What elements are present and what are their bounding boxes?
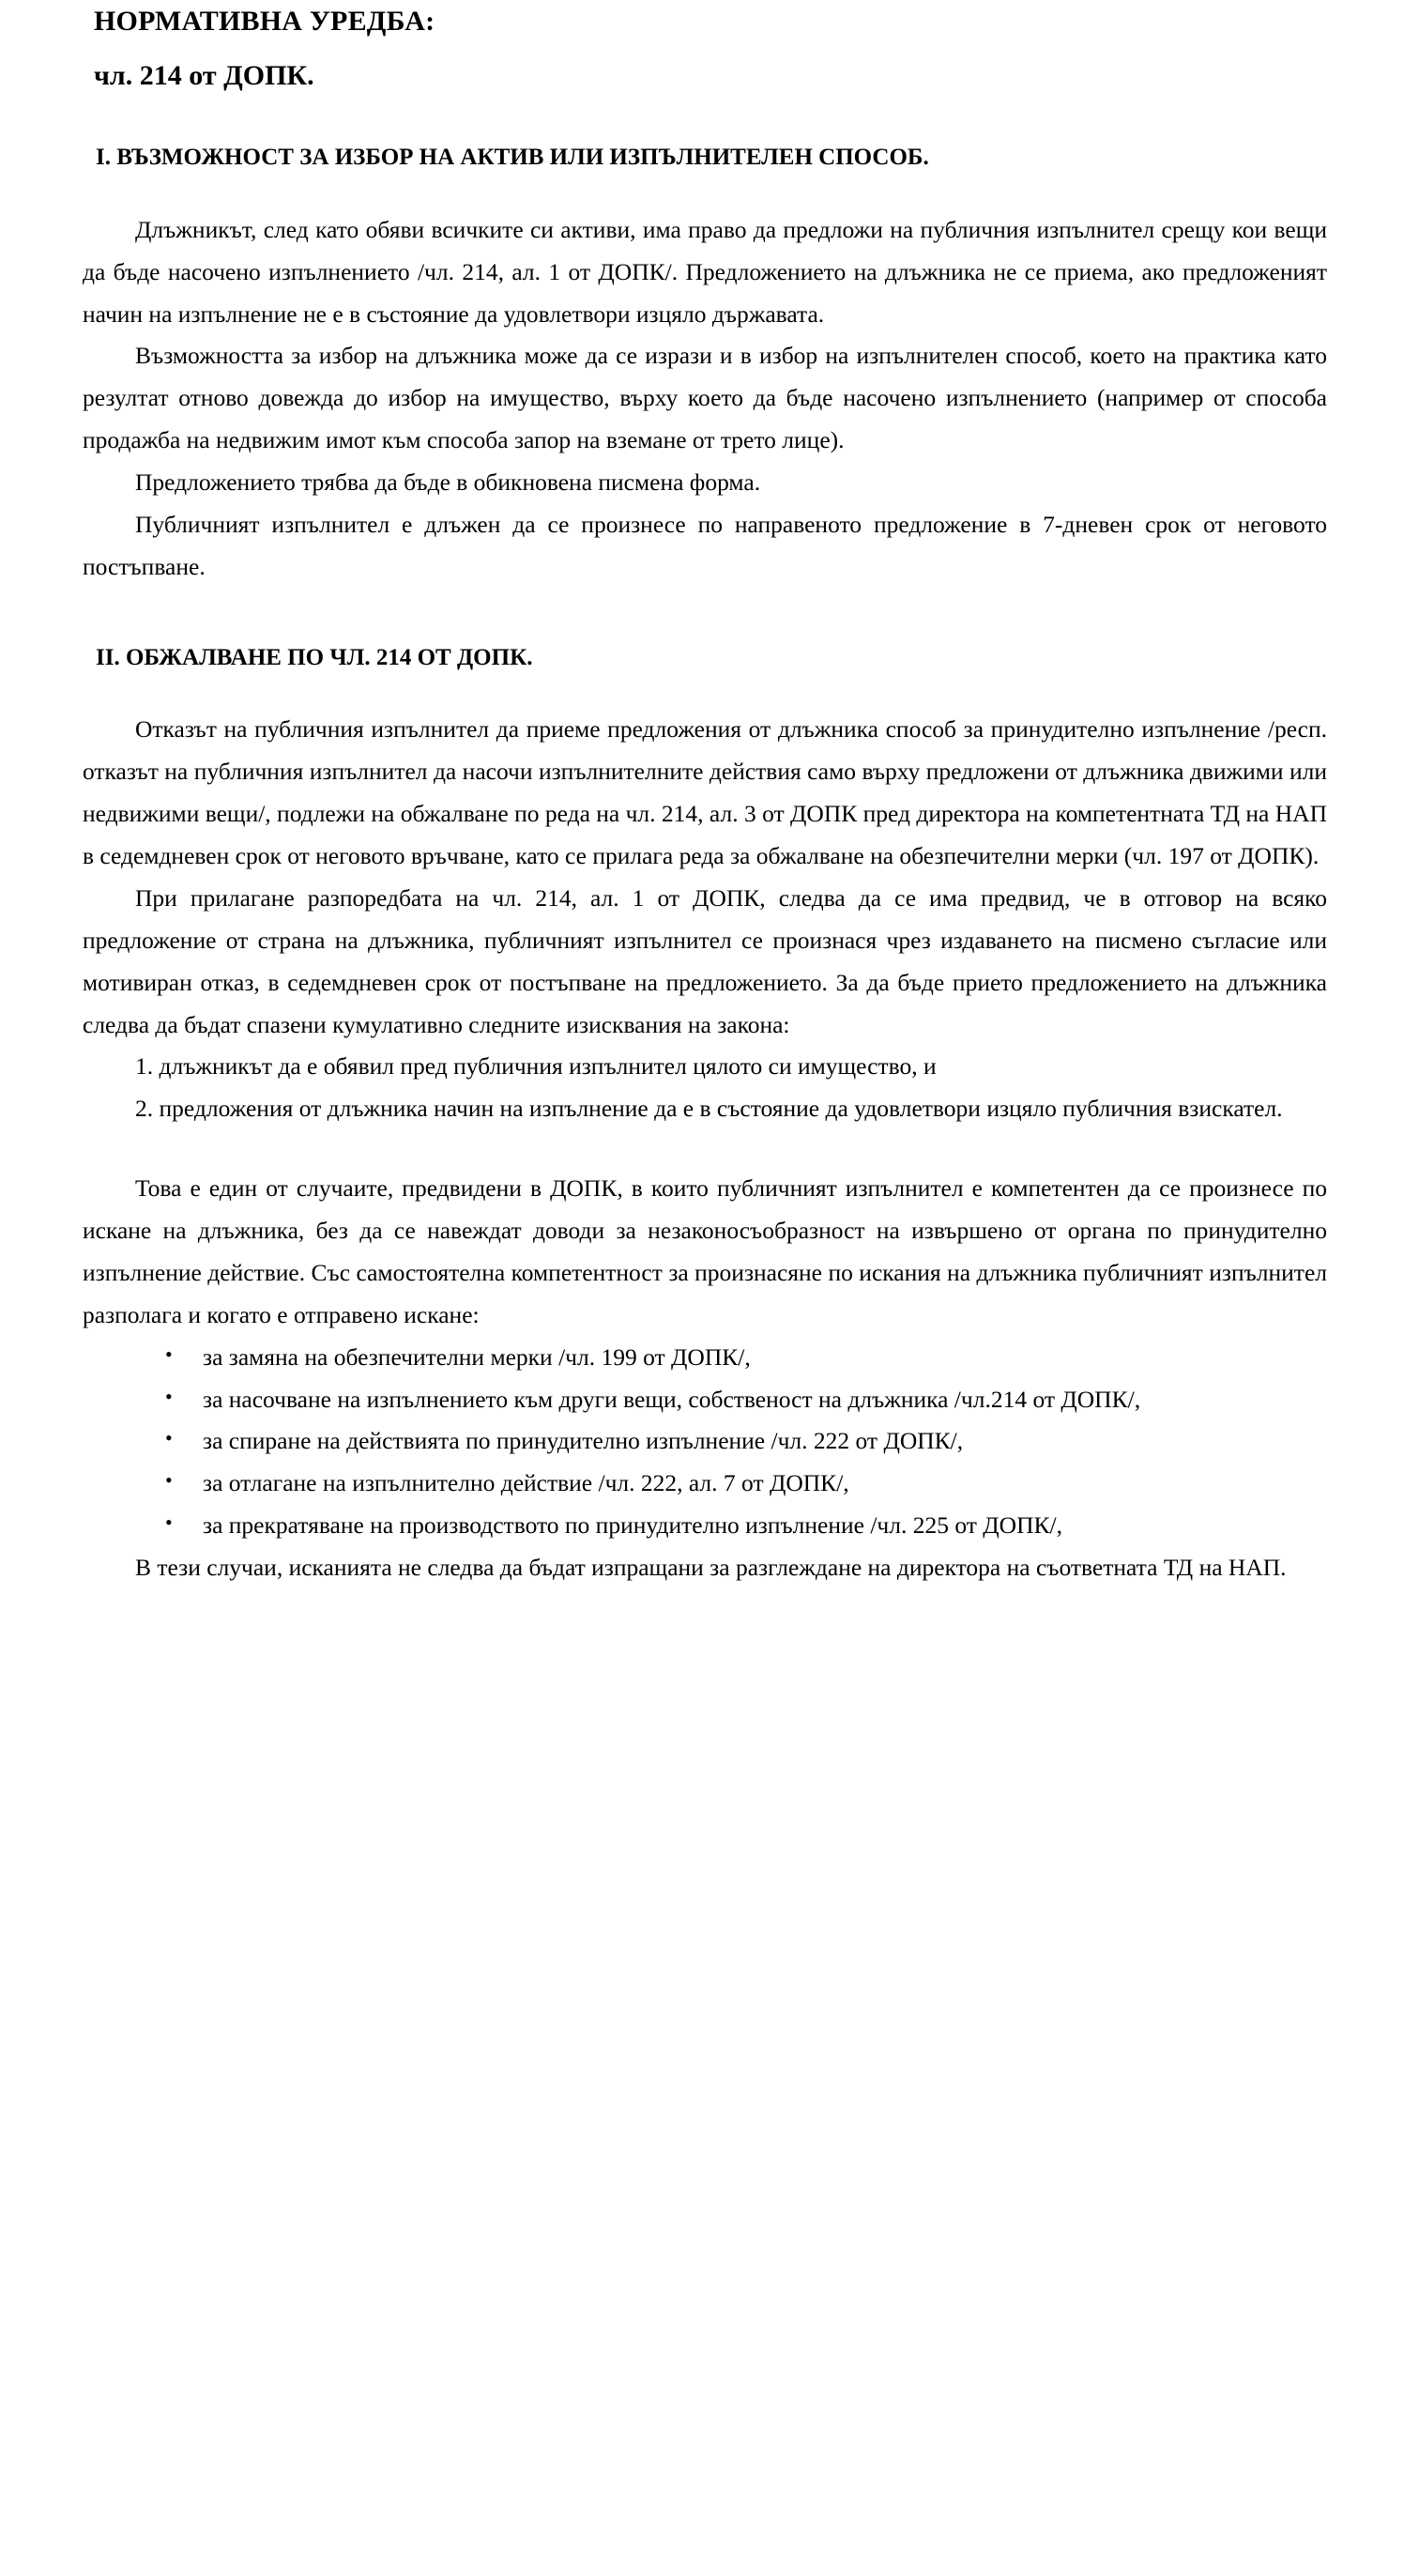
page-title: НОРМАТИВНА УРЕДБА: (94, 6, 435, 37)
section-2-closing-paragraph: Това е един от случаите, предвидени в ДОПК, в които публичният изпълнител е компетентен да се произнесе по искане на длъжника, без да се навеждат доводи за незаконосъобразност на извършено от органа по принудително изпълнение действие. Със самостоятелна компетентност за произнасяне по искания на длъжника публичният изпълнител разполага и когато е отправено искане: (83, 1174, 1327, 1328)
section-1-paragraph-4: Публичният изпълнител е длъжен да се произнесе по направеното предложение в 7-дневен срок от неговото постъпване. (83, 510, 1327, 580)
section-1-paragraph-3: Предложението трябва да бъде в обикновена писмена форма. (135, 468, 761, 496)
bullet-icon: • (165, 1426, 173, 1450)
bullet-icon: • (165, 1384, 173, 1408)
page-subtitle: чл. 214 от ДОПК. (94, 60, 314, 91)
list-item (83, 1337, 1327, 1379)
bullet-icon: • (165, 1510, 173, 1535)
list-item-label: за прекратяване на производството по принудително изпълнение /чл. 225 от ДОПК/, (203, 1511, 1062, 1540)
list-item-label: за спиране на действията по принудително изпълнение /чл. 222 от ДОПК/, (203, 1427, 964, 1455)
list-item-label: за замяна на обезпечителни мерки /чл. 199 от ДОПК/, (203, 1342, 751, 1371)
list-item-label: за насочване на изпълнението към други вещи, собственост на длъжника /чл.214 от ДОПК/, (203, 1385, 1141, 1413)
section-1-paragraph-1: Длъжникът, след като обяви всичките си активи, има право да предложи на публичния изпълнител срещу кои вещи да бъде насочено изпълнението /чл. 214, ал. 1 от ДОПК/. Предложението на длъжника не се приема, ако предложеният начин на изпълнение не е в състояние да удовлетвори изцяло държавата. (83, 215, 1327, 328)
list-item-label: за отлагане на изпълнително действие /чл. 222, ал. 7 от ДОПК/, (203, 1469, 849, 1497)
section-heading-2: II. ОБЖАЛВАНЕ ПО ЧЛ. 214 ОТ ДОПК. (96, 644, 533, 670)
list-item (83, 1420, 1327, 1463)
section-2-numbered-item-1: 1. длъжникът да е обявил пред публичния изпълнител цялото си имущество, и (135, 1052, 937, 1081)
section-2-final-paragraph: В тези случаи, исканията не следва да бъдат изпращани за разглеждане на директора на съответната ТД на НАП. (135, 1554, 1287, 1581)
bullet-icon: • (165, 1468, 173, 1493)
section-1-paragraph-2: Възможността за избор на длъжника може да се изрази и в избор на изпълнителен способ, което на практика като резултат отново довежда до избор на имущество, върху което да бъде насочено изпълнението (например от способа продажба на недвижим имот към способа запор на вземане от трето лице). (83, 342, 1327, 454)
list-item (83, 1505, 1327, 1547)
bullet-icon: • (165, 1342, 173, 1366)
section-heading-1: I. ВЪЗМОЖНОСТ ЗА ИЗБОР НА АКТИВ ИЛИ ИЗПЪЛНИТЕЛЕН СПОСОБ. (96, 145, 929, 170)
section-2-numbered-item-2: 2. предложения от длъжника начин на изпълнение да е в състояние да удовлетвори изцяло публичния взискател. (135, 1095, 1283, 1123)
section-2-paragraph-2: При прилагане разпоредбата на чл. 214, ал. 1 от ДОПК, следва да се има предвид, че в отговор на всяко предложение от страна на длъжника, публичният изпълнител се произнася чрез издаването на писмено съгласие или мотивиран отказ, в седемдневен срок от постъпване на предложението. За да бъде прието предложението на длъжника следва да бъдат спазени кумулативно следните изисквания на закона: (83, 883, 1327, 1038)
list-item (83, 1379, 1327, 1421)
section-2-paragraph-1: Отказът на публичния изпълнител да приеме предложения от длъжника способ за принудително изпълнение /респ. отказът на публичния изпълнител да насочи изпълнителните действия само върху предложени от длъжника движими или недвижими вещи/, подлежи на обжалване по реда на чл. 214, ал. 3 от ДОПК пред директора на компетентната ТД на НАП в седемдневен срок от неговото връчване, като се прилага реда за обжалване на обезпечителни мерки (чл. 197 от ДОПК). (83, 715, 1327, 869)
list-item (83, 1463, 1327, 1505)
requests-bullet-list (83, 1337, 1327, 1547)
